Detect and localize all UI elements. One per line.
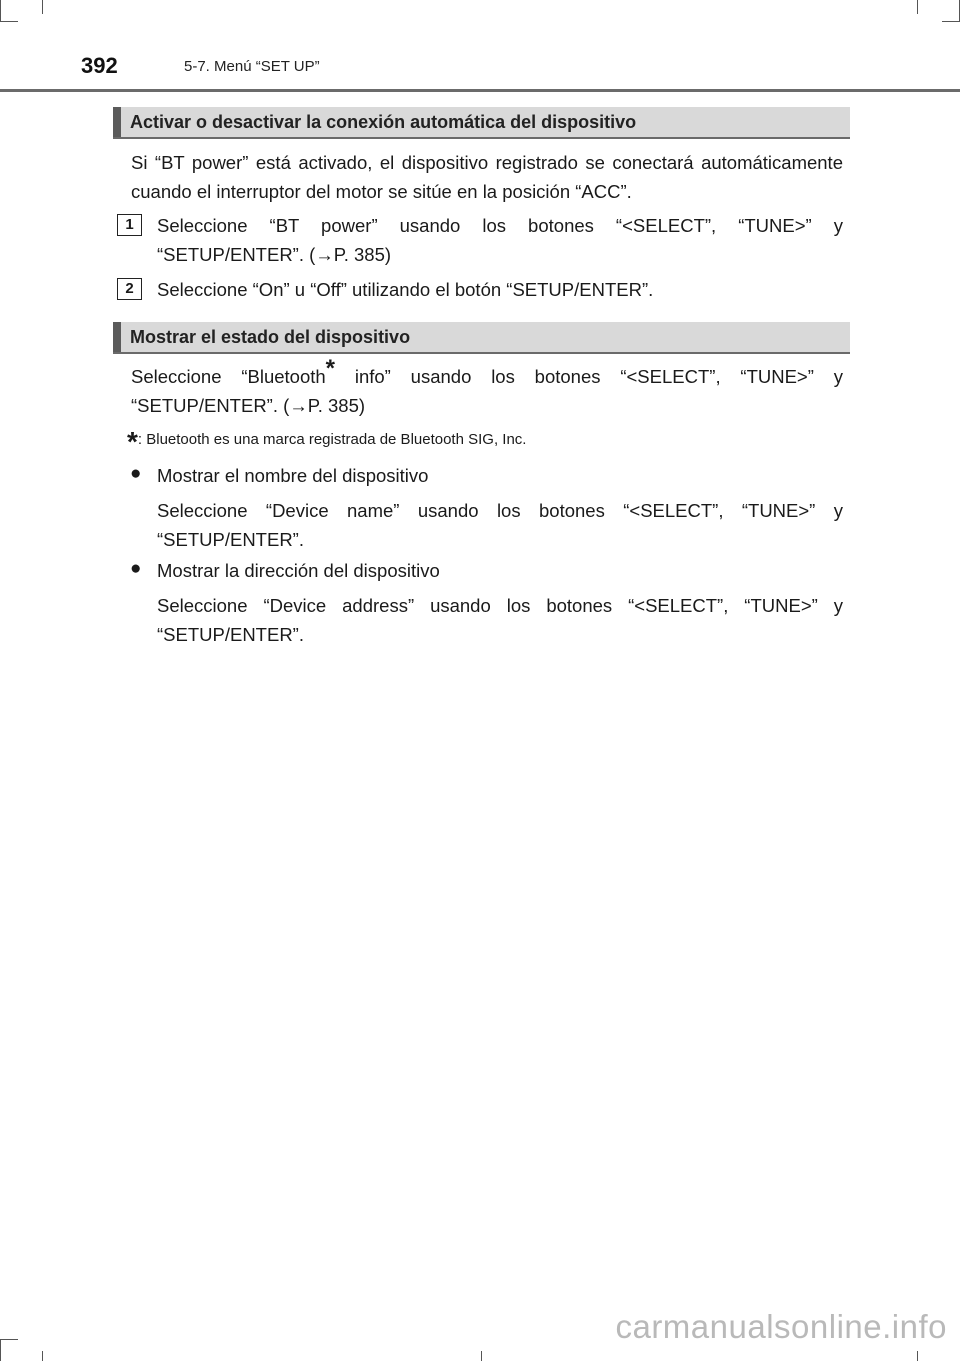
section-title: Mostrar el estado del dispositivo <box>130 327 411 347</box>
step-number-1: 1 <box>117 214 142 236</box>
crop-mark <box>942 21 960 22</box>
crop-mark <box>0 21 18 22</box>
bullet-icon: ● <box>130 463 142 484</box>
footnote-text: : Bluetooth es una marca registrada de Bluetooth SIG, Inc. <box>137 431 527 448</box>
section-title: Activar o desactivar la conexión automática del dispositivo <box>130 112 637 132</box>
bullet-icon: ● <box>130 558 142 579</box>
running-head: 5-7. Menú “SET UP” <box>184 58 320 75</box>
footnote-marker: * <box>325 354 336 382</box>
crop-mark <box>917 0 918 14</box>
crop-mark <box>42 1351 43 1361</box>
crop-mark <box>0 0 1 22</box>
section-heading-device-status <box>113 322 850 354</box>
footnote-star: * <box>127 426 138 457</box>
intro-after: info” usando los botones “<SELECT”, “TUNE>” y “SETUP/ENTER”. (→P. 385) <box>131 366 843 416</box>
watermark: carmanualsonline.info <box>615 1308 947 1345</box>
bluetooth-info-paragraph <box>131 354 843 420</box>
bullet-text-1: Seleccione “Device name” usando los botones “<SELECT”, “TUNE>” y “SETUP/ENTER”. <box>157 500 843 550</box>
crop-mark <box>481 1351 482 1361</box>
step-text-2: Seleccione “On” u “Off” utilizando el botón “SETUP/ENTER”. <box>157 279 654 300</box>
bullet-label-1: Mostrar el nombre del dispositivo <box>157 465 429 486</box>
crop-mark <box>42 0 43 14</box>
section-heading-auto-connect <box>113 107 850 139</box>
bullet-label-2: Mostrar la dirección del dispositivo <box>157 560 440 581</box>
crop-mark <box>917 1351 918 1361</box>
page-number: 392 <box>81 53 118 78</box>
bullet-text-2: Seleccione “Device address” usando los botones “<SELECT”, “TUNE>” y “SETUP/ENTER”. <box>157 595 843 645</box>
crop-mark <box>0 1339 1 1361</box>
step-number-2: 2 <box>117 278 142 300</box>
crop-mark <box>0 1339 18 1340</box>
intro-paragraph: Si “BT power” está activado, el dispositivo registrado se conectará automáticamente cuando el interruptor del motor se sitúe en la posición “ACC”. <box>131 152 843 202</box>
header-rule <box>0 89 960 92</box>
step-text-1: Seleccione “BT power” usando los botones “<SELECT”, “TUNE>” y “SETUP/ENTER”. (→P. 385) <box>157 215 843 265</box>
intro-before: Seleccione “Bluetooth <box>131 366 326 387</box>
footnote <box>127 426 526 458</box>
